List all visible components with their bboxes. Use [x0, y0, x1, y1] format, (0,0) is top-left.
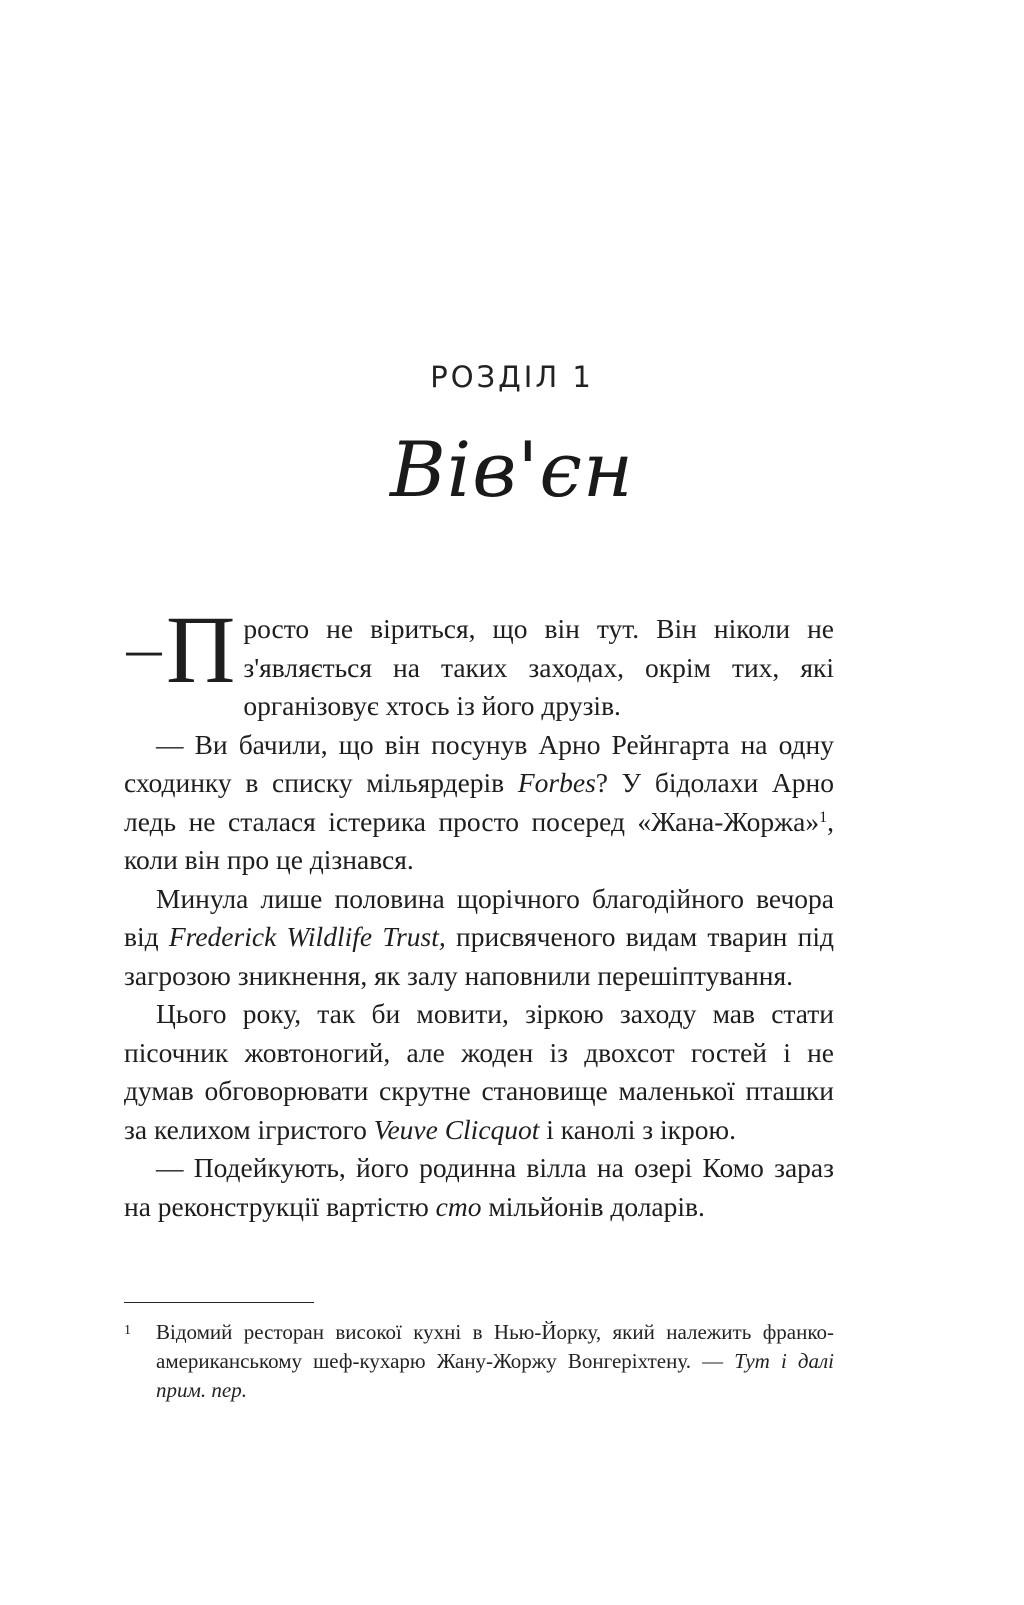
chapter-title: Вів'єн — [390, 425, 634, 514]
paragraph-4-pre: Цього року, так би мовити, зіркою заходу мав стати пісочник жовтоногий, але жоден із двохсот гостей і не думав обговорювати скрутне становище маленької пташки за келихом ігристого — [124, 998, 834, 1145]
paragraph-2-italic: Forbes — [517, 767, 596, 798]
drop-cap-letter: П — [166, 596, 236, 703]
footnote-italic: Тут і далі прим. пер. — [156, 1349, 834, 1402]
footnote-divider — [124, 1302, 314, 1303]
paragraph-3 — [124, 880, 834, 996]
footnote — [124, 1318, 834, 1405]
chapter-body — [124, 596, 834, 1226]
paragraph-5 — [124, 1149, 834, 1226]
drop-cap — [124, 596, 236, 703]
paragraph-5-pre: — Подейкують, його родинна вілла на озері Комо зараз на реконструкції вартістю — [124, 1152, 834, 1222]
paragraph-4-italic: Veuve Clicquot — [373, 1113, 540, 1145]
paragraph-3-post: присвяченого видам тварин під загрозою зникнення, як залу наповнили перешіптування. — [124, 921, 834, 991]
paragraph-1-text: росто не віриться, що він тут. Він ніколи не з'являється на таких заходах, окрім тих, які організовує хтось із його друзів. — [243, 613, 834, 721]
footnote-text: Відомий ресторан високої кухні в Нью-Йорку, який належить франко-американському шеф-кухарю Жану-Жоржу Вонгеріхтену. — — [156, 1320, 834, 1373]
paragraph-1 — [124, 596, 834, 726]
paragraph-5-post: мільйонів доларів. — [481, 1190, 705, 1222]
footnote-body — [156, 1318, 834, 1405]
footnote-number: 1 — [124, 1323, 131, 1338]
paragraph-2-mid: ? У бідолахи Арно ледь не сталася істерика просто посеред «Жана-Жоржа» — [124, 767, 834, 837]
paragraph-4-post: і канолі з ікрою. — [539, 1113, 736, 1145]
paragraph-3-italic: Frederick Wildlife Trust, — [168, 921, 446, 952]
paragraph-2-pre: — Ви бачили, що він посунув Арно Рейнгарта на одну сходинку в списку мільярдерів — [124, 728, 834, 798]
paragraph-2-post: , коли він про це дізнався. — [124, 805, 834, 875]
dialogue-dash: — — [124, 629, 164, 675]
paragraph-2 — [124, 726, 834, 880]
chapter-label: РОЗДІЛ 1 — [430, 360, 594, 394]
paragraph-3-pre: Минула лише половина щорічного благодійного вечора від — [124, 882, 834, 952]
paragraph-4 — [124, 995, 834, 1149]
footnote-ref[interactable]: 1 — [819, 808, 828, 826]
paragraph-5-italic: сто — [435, 1190, 482, 1222]
